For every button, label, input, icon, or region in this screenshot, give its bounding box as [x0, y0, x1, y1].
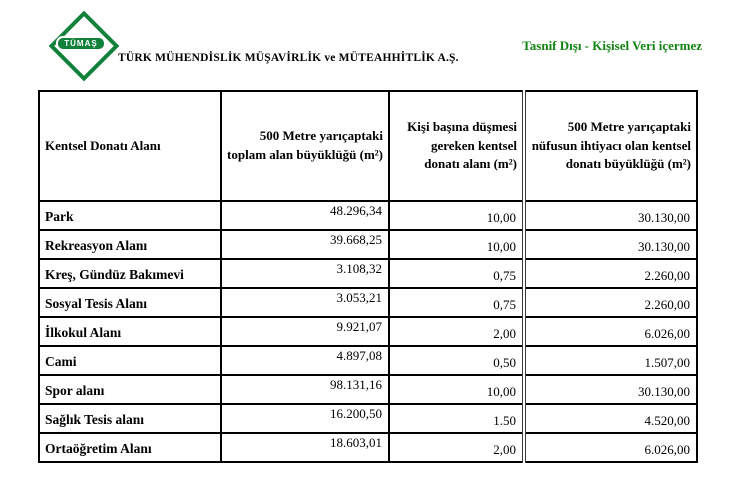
header-facility-name: Kentsel Donatı Alanı — [39, 91, 221, 201]
table-row — [39, 288, 697, 317]
table-row — [39, 404, 697, 433]
table-row — [39, 375, 697, 404]
logo-text: TÜMAŞ — [64, 38, 98, 48]
header-total-area: 500 Metre yarıçaptaki toplam alan büyüklüğü (m²) — [221, 91, 389, 201]
cell-facility-name: Sosyal Tesis Alanı — [39, 288, 221, 317]
cell-total-area: 16.200,50 — [221, 404, 389, 433]
cell-total-area: 9.921,07 — [221, 317, 389, 346]
cell-facility-name: Spor alanı — [39, 375, 221, 404]
cell-total-area: 39.668,25 — [221, 230, 389, 259]
table-row — [39, 230, 697, 259]
cell-total-area: 3.108,32 — [221, 259, 389, 288]
cell-per-person-area: 10,00 — [389, 375, 524, 404]
table-row — [39, 433, 697, 462]
cell-per-person-area: 1.50 — [389, 404, 524, 433]
cell-per-person-area: 0,75 — [389, 288, 524, 317]
header-row — [39, 91, 697, 201]
cell-facility-name: Sağlık Tesis alanı — [39, 404, 221, 433]
cell-per-person-area: 0,50 — [389, 346, 524, 375]
table-row — [39, 201, 697, 230]
cell-needed-area: 4.520,00 — [524, 404, 697, 433]
tumas-logo — [50, 13, 112, 73]
urban-facility-table — [38, 90, 698, 463]
cell-facility-name: Kreş, Gündüz Bakımevi — [39, 259, 221, 288]
logo-band — [56, 36, 106, 51]
cell-total-area: 4.897,08 — [221, 346, 389, 375]
cell-needed-area: 2.260,00 — [524, 288, 697, 317]
cell-per-person-area: 0,75 — [389, 259, 524, 288]
cell-per-person-area: 10,00 — [389, 201, 524, 230]
cell-needed-area: 6.026,00 — [524, 433, 697, 462]
cell-facility-name: Rekreasyon Alanı — [39, 230, 221, 259]
cell-facility-name: İlkokul Alanı — [39, 317, 221, 346]
cell-per-person-area: 2,00 — [389, 433, 524, 462]
classification-label: Tasnif Dışı - Kişisel Veri içermez — [522, 38, 702, 53]
cell-needed-area: 2.260,00 — [524, 259, 697, 288]
cell-needed-area: 6.026,00 — [524, 317, 697, 346]
cell-needed-area: 30.130,00 — [524, 230, 697, 259]
table-header — [39, 91, 697, 201]
table-row — [39, 259, 697, 288]
cell-needed-area: 1.507,00 — [524, 346, 697, 375]
table-body — [39, 201, 697, 462]
cell-total-area: 18.603,01 — [221, 433, 389, 462]
cell-per-person-area: 10,00 — [389, 230, 524, 259]
cell-total-area: 3.053,21 — [221, 288, 389, 317]
header-per-person-area: Kişi başına düşmesi gereken kentsel donatı alanı (m²) — [389, 91, 524, 201]
cell-facility-name: Cami — [39, 346, 221, 375]
cell-needed-area: 30.130,00 — [524, 375, 697, 404]
cell-total-area: 48.296,34 — [221, 201, 389, 230]
cell-per-person-area: 2,00 — [389, 317, 524, 346]
cell-facility-name: Ortaöğretim Alanı — [39, 433, 221, 462]
company-name: TÜRK MÜHENDİSLİK MÜŞAVİRLİK ve MÜTEAHHİTLİK A.Ş. — [118, 52, 459, 64]
cell-facility-name: Park — [39, 201, 221, 230]
cell-total-area: 98.131,16 — [221, 375, 389, 404]
cell-needed-area: 30.130,00 — [524, 201, 697, 230]
header-needed-area: 500 Metre yarıçaptaki nüfusun ihtiyacı olan kentsel donatı büyüklüğü (m²) — [524, 91, 697, 201]
table-row — [39, 346, 697, 375]
table-row — [39, 317, 697, 346]
